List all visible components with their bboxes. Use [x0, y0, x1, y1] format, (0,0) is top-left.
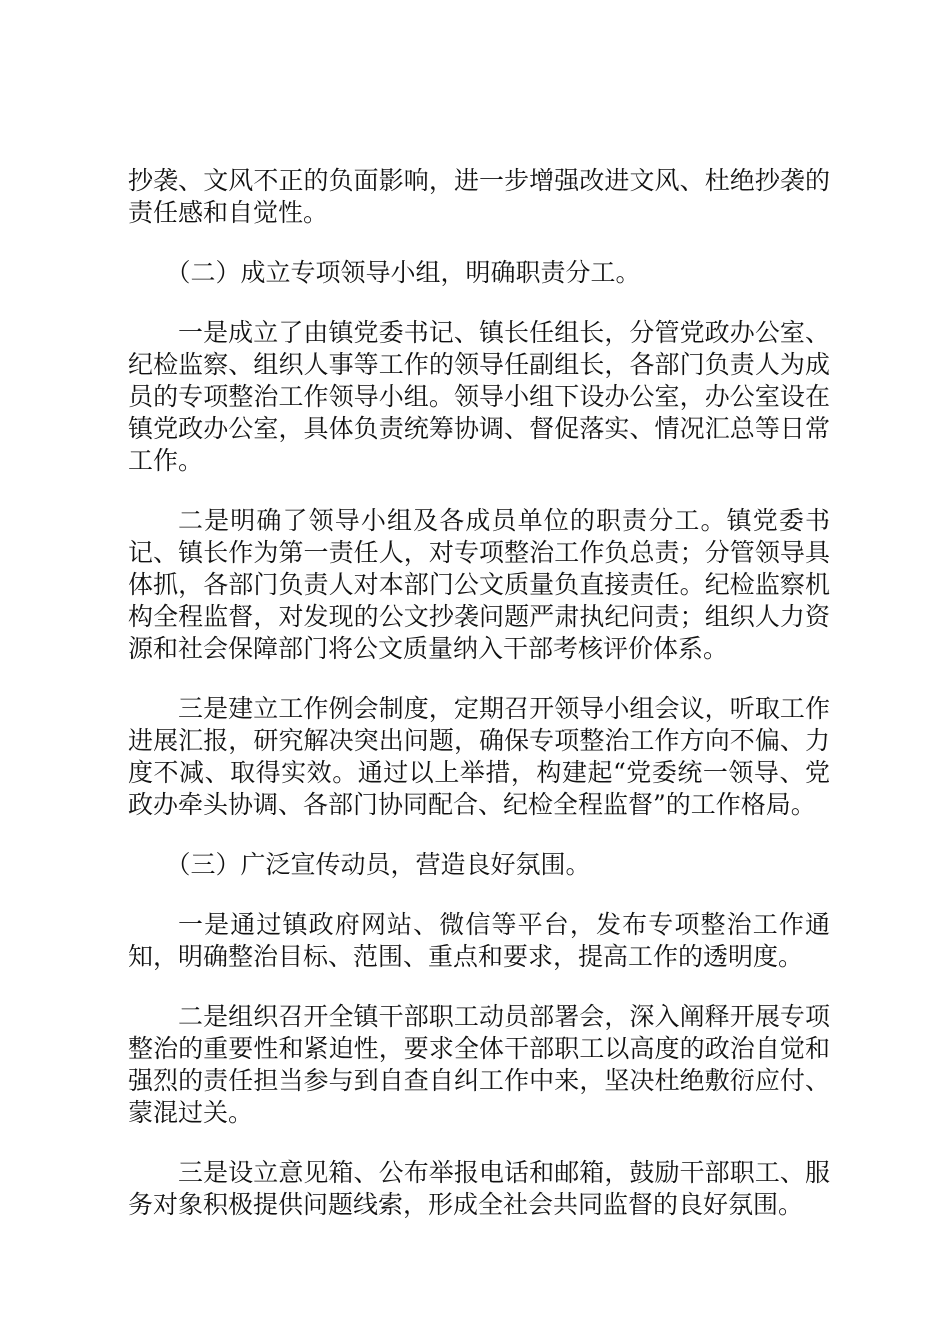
paragraph-supervision-channels: 三是设立意见箱、公布举报电话和邮箱，鼓励干部职工、服务对象积极提供问题线索，形成全社会共同监督的良好氛围。 [128, 1158, 830, 1219]
paragraph-publicity-platforms: 一是通过镇政府网站、微信等平台，发布专项整治工作通知，明确整治目标、范围、重点和要求，提高工作的透明度。 [128, 910, 830, 971]
paragraph-continuation: 抄袭、文风不正的负面影响，进一步增强改进文风、杜绝抄袭的责任感和自觉性。 [128, 166, 830, 227]
paragraph-mobilization-meeting: 二是组织召开全镇干部职工动员部署会，深入阐释开展专项整治的重要性和紧迫性，要求全体干部职工以高度的政治自觉和强烈的责任担当参与到自查自纠工作中来，坚决杜绝敷衍应付、蒙混过关。 [128, 1002, 830, 1127]
paragraph-meeting-system: 三是建立工作例会制度，定期召开领导小组会议，听取工作进展汇报，研究解决突出问题，确保专项整治工作方向不偏、力度不减、取得实效。通过以上举措，构建起“党委统一领导、党政办牵头协调、各部门协同配合、纪检全程监督”的工作格局。 [128, 694, 830, 819]
section-heading-3: （三）广泛宣传动员，营造良好氛围。 [165, 850, 591, 879]
section-heading-2: （二）成立专项领导小组，明确职责分工。 [165, 258, 641, 287]
paragraph-leadership-group: 一是成立了由镇党委书记、镇长任组长，分管党政办公室、纪检监察、组织人事等工作的领导任副组长，各部门负责人为成员的专项整治工作领导小组。领导小组下设办公室，办公室设在镇党政办公室，具体负责统筹协调、督促落实、情况汇总等日常工作。 [128, 318, 830, 475]
paragraph-responsibilities: 二是明确了领导小组及各成员单位的职责分工。镇党委书记、镇长作为第一责任人，对专项整治工作负总责；分管领导具体抓，各部门负责人对本部门公文质量负直接责任。纪检监察机构全程监督，对发现的公文抄袭问题严肃执纪问责；组织人力资源和社会保障部门将公文质量纳入干部考核评价体系。 [128, 506, 830, 663]
document-page [128, 165, 830, 1249]
